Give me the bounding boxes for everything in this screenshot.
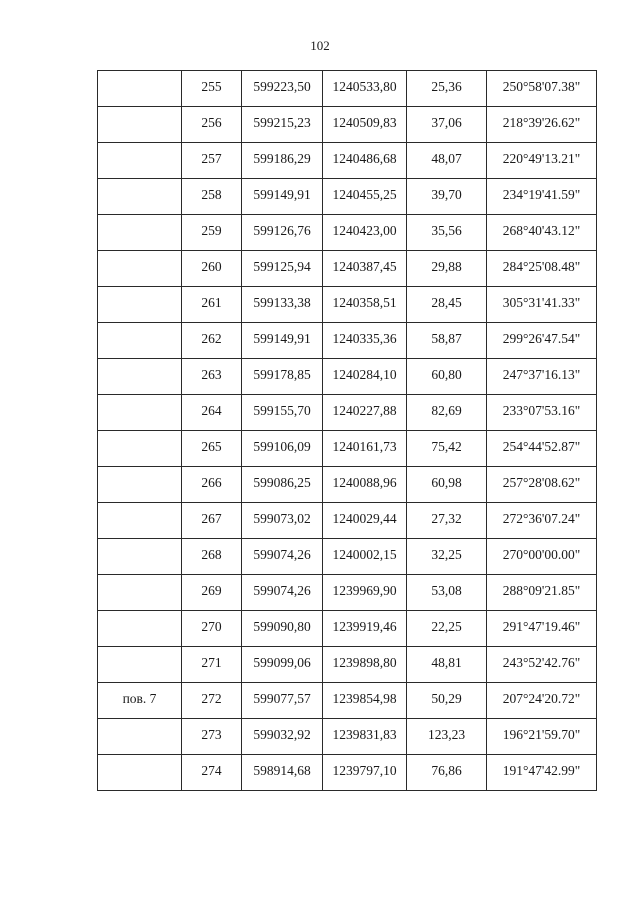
y-coordinate-cell: 1240358,51 bbox=[323, 287, 407, 323]
point-number-cell: 258 bbox=[182, 179, 242, 215]
angle-cell: 247°37'16.13" bbox=[487, 359, 597, 395]
point-number-cell: 270 bbox=[182, 611, 242, 647]
y-coordinate-cell: 1240161,73 bbox=[323, 431, 407, 467]
angle-cell: 191°47'42.99" bbox=[487, 755, 597, 791]
point-number-cell: 259 bbox=[182, 215, 242, 251]
table-row bbox=[98, 467, 597, 503]
angle-cell: 250°58'07.38" bbox=[487, 71, 597, 107]
angle-cell: 291°47'19.46" bbox=[487, 611, 597, 647]
turn-label-cell bbox=[98, 215, 182, 251]
table-row bbox=[98, 143, 597, 179]
table-row bbox=[98, 575, 597, 611]
table-row bbox=[98, 683, 597, 719]
turn-label-cell bbox=[98, 539, 182, 575]
angle-cell: 284°25'08.48" bbox=[487, 251, 597, 287]
angle-cell: 272°36'07.24" bbox=[487, 503, 597, 539]
y-coordinate-cell: 1240387,45 bbox=[323, 251, 407, 287]
x-coordinate-cell: 599149,91 bbox=[242, 323, 323, 359]
table-row bbox=[98, 251, 597, 287]
turn-label-cell bbox=[98, 359, 182, 395]
point-number-cell: 255 bbox=[182, 71, 242, 107]
distance-cell: 60,80 bbox=[407, 359, 487, 395]
distance-cell: 60,98 bbox=[407, 467, 487, 503]
y-coordinate-cell: 1239854,98 bbox=[323, 683, 407, 719]
point-number-cell: 260 bbox=[182, 251, 242, 287]
table-row bbox=[98, 539, 597, 575]
y-coordinate-cell: 1240002,15 bbox=[323, 539, 407, 575]
point-number-cell: 257 bbox=[182, 143, 242, 179]
turn-label-cell bbox=[98, 71, 182, 107]
turn-label-cell bbox=[98, 431, 182, 467]
x-coordinate-cell: 599074,26 bbox=[242, 539, 323, 575]
y-coordinate-cell: 1239797,10 bbox=[323, 755, 407, 791]
y-coordinate-cell: 1239969,90 bbox=[323, 575, 407, 611]
x-coordinate-cell: 599178,85 bbox=[242, 359, 323, 395]
turn-label-cell bbox=[98, 755, 182, 791]
point-number-cell: 263 bbox=[182, 359, 242, 395]
turn-label-cell bbox=[98, 647, 182, 683]
x-coordinate-cell: 599090,80 bbox=[242, 611, 323, 647]
page-number: 102 bbox=[310, 38, 330, 53]
angle-cell: 288°09'21.85" bbox=[487, 575, 597, 611]
distance-cell: 76,86 bbox=[407, 755, 487, 791]
distance-cell: 27,32 bbox=[407, 503, 487, 539]
table-row bbox=[98, 719, 597, 755]
y-coordinate-cell: 1239898,80 bbox=[323, 647, 407, 683]
x-coordinate-cell: 599133,38 bbox=[242, 287, 323, 323]
y-coordinate-cell: 1240455,25 bbox=[323, 179, 407, 215]
x-coordinate-cell: 599155,70 bbox=[242, 395, 323, 431]
table-row bbox=[98, 215, 597, 251]
angle-cell: 299°26'47.54" bbox=[487, 323, 597, 359]
angle-cell: 268°40'43.12" bbox=[487, 215, 597, 251]
x-coordinate-cell: 599215,23 bbox=[242, 107, 323, 143]
point-number-cell: 265 bbox=[182, 431, 242, 467]
angle-cell: 257°28'08.62" bbox=[487, 467, 597, 503]
point-number-cell: 271 bbox=[182, 647, 242, 683]
turn-label-cell bbox=[98, 107, 182, 143]
table-row bbox=[98, 503, 597, 539]
turn-label-cell bbox=[98, 395, 182, 431]
y-coordinate-cell: 1240533,80 bbox=[323, 71, 407, 107]
y-coordinate-cell: 1240029,44 bbox=[323, 503, 407, 539]
turn-label-cell bbox=[98, 179, 182, 215]
distance-cell: 25,36 bbox=[407, 71, 487, 107]
x-coordinate-cell: 599074,26 bbox=[242, 575, 323, 611]
table-row bbox=[98, 755, 597, 791]
x-coordinate-cell: 599149,91 bbox=[242, 179, 323, 215]
x-coordinate-cell: 599223,50 bbox=[242, 71, 323, 107]
angle-cell: 218°39'26.62" bbox=[487, 107, 597, 143]
y-coordinate-cell: 1239831,83 bbox=[323, 719, 407, 755]
x-coordinate-cell: 599077,57 bbox=[242, 683, 323, 719]
distance-cell: 82,69 bbox=[407, 395, 487, 431]
angle-cell: 196°21'59.70" bbox=[487, 719, 597, 755]
coordinates-table-body bbox=[98, 71, 597, 791]
x-coordinate-cell: 599125,94 bbox=[242, 251, 323, 287]
distance-cell: 37,06 bbox=[407, 107, 487, 143]
point-number-cell: 262 bbox=[182, 323, 242, 359]
distance-cell: 28,45 bbox=[407, 287, 487, 323]
point-number-cell: 273 bbox=[182, 719, 242, 755]
distance-cell: 123,23 bbox=[407, 719, 487, 755]
table-row bbox=[98, 71, 597, 107]
turn-label-cell bbox=[98, 611, 182, 647]
distance-cell: 53,08 bbox=[407, 575, 487, 611]
y-coordinate-cell: 1240423,00 bbox=[323, 215, 407, 251]
x-coordinate-cell: 599032,92 bbox=[242, 719, 323, 755]
point-number-cell: 266 bbox=[182, 467, 242, 503]
table-row bbox=[98, 395, 597, 431]
angle-cell: 243°52'42.76" bbox=[487, 647, 597, 683]
point-number-cell: 268 bbox=[182, 539, 242, 575]
y-coordinate-cell: 1240227,88 bbox=[323, 395, 407, 431]
x-coordinate-cell: 599099,06 bbox=[242, 647, 323, 683]
angle-cell: 234°19'41.59" bbox=[487, 179, 597, 215]
turn-label-cell bbox=[98, 143, 182, 179]
angle-cell: 254°44'52.87" bbox=[487, 431, 597, 467]
coordinates-table bbox=[97, 70, 597, 791]
distance-cell: 75,42 bbox=[407, 431, 487, 467]
y-coordinate-cell: 1240088,96 bbox=[323, 467, 407, 503]
angle-cell: 233°07'53.16" bbox=[487, 395, 597, 431]
y-coordinate-cell: 1240335,36 bbox=[323, 323, 407, 359]
turn-label-cell: пов. 7 bbox=[98, 683, 182, 719]
distance-cell: 48,07 bbox=[407, 143, 487, 179]
distance-cell: 58,87 bbox=[407, 323, 487, 359]
table-row bbox=[98, 431, 597, 467]
angle-cell: 305°31'41.33" bbox=[487, 287, 597, 323]
angle-cell: 270°00'00.00" bbox=[487, 539, 597, 575]
table-row bbox=[98, 179, 597, 215]
x-coordinate-cell: 599106,09 bbox=[242, 431, 323, 467]
y-coordinate-cell: 1240509,83 bbox=[323, 107, 407, 143]
table-row bbox=[98, 107, 597, 143]
angle-cell: 220°49'13.21" bbox=[487, 143, 597, 179]
turn-label-cell bbox=[98, 287, 182, 323]
point-number-cell: 261 bbox=[182, 287, 242, 323]
distance-cell: 50,29 bbox=[407, 683, 487, 719]
x-coordinate-cell: 599126,76 bbox=[242, 215, 323, 251]
turn-label-cell bbox=[98, 251, 182, 287]
y-coordinate-cell: 1239919,46 bbox=[323, 611, 407, 647]
turn-label-cell bbox=[98, 503, 182, 539]
point-number-cell: 267 bbox=[182, 503, 242, 539]
distance-cell: 35,56 bbox=[407, 215, 487, 251]
x-coordinate-cell: 599086,25 bbox=[242, 467, 323, 503]
turn-label-cell bbox=[98, 575, 182, 611]
table-row bbox=[98, 287, 597, 323]
table-row bbox=[98, 647, 597, 683]
x-coordinate-cell: 598914,68 bbox=[242, 755, 323, 791]
angle-cell: 207°24'20.72" bbox=[487, 683, 597, 719]
x-coordinate-cell: 599186,29 bbox=[242, 143, 323, 179]
point-number-cell: 256 bbox=[182, 107, 242, 143]
point-number-cell: 274 bbox=[182, 755, 242, 791]
point-number-cell: 264 bbox=[182, 395, 242, 431]
distance-cell: 48,81 bbox=[407, 647, 487, 683]
y-coordinate-cell: 1240486,68 bbox=[323, 143, 407, 179]
y-coordinate-cell: 1240284,10 bbox=[323, 359, 407, 395]
table-row bbox=[98, 359, 597, 395]
turn-label-cell bbox=[98, 323, 182, 359]
table-row bbox=[98, 323, 597, 359]
point-number-cell: 269 bbox=[182, 575, 242, 611]
distance-cell: 39,70 bbox=[407, 179, 487, 215]
distance-cell: 29,88 bbox=[407, 251, 487, 287]
point-number-cell: 272 bbox=[182, 683, 242, 719]
x-coordinate-cell: 599073,02 bbox=[242, 503, 323, 539]
distance-cell: 22,25 bbox=[407, 611, 487, 647]
turn-label-cell bbox=[98, 467, 182, 503]
distance-cell: 32,25 bbox=[407, 539, 487, 575]
table-row bbox=[98, 611, 597, 647]
turn-label-cell bbox=[98, 719, 182, 755]
